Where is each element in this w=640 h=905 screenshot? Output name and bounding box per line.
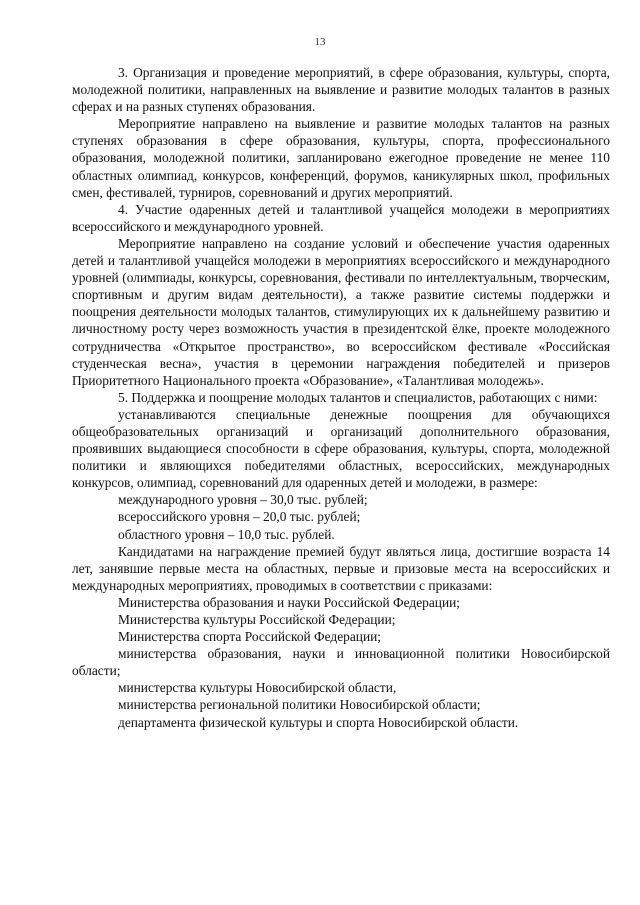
ministry-item: Министерства спорта Российской Федерации; <box>118 629 381 645</box>
paragraph-item-4-description: Мероприятие направлено на создание условий и обеспечение участия одаренных детей и талантливой учащейся молодежи в мероприятиях всероссийского и международного уровней (олимпиады, конкурсы, соревнования, фестивали по интеллектуальным, творческим, спортивным и другим видам деятельности), а также развитие системы поддержки и поощрения деятельности молодых талантов, стимулирующих их к дальнейшему развитию и личностному росту через возможность участия в президентской ёлке, проекте молодежного сотрудничества «Открытое пространство», во всероссийском фестивале «Российская студенческая весна», участия в церемонии награждения победителей и призеров Приоритетного Национального проекта «Образование», «Талантливая молодежь». <box>72 235 610 388</box>
ministry-item: департамента физической культуры и спорта Новосибирской области. <box>118 714 519 730</box>
award-level-regional: областного уровня – 10,0 тыс. рублей. <box>118 526 335 542</box>
paragraph-awards-intro: устанавливаются специальные денежные поощрения для обучающихся общеобразовательных организаций и организаций дополнительного образования, проявивших выдающиеся способности в сфере образования, культуры, спорта, молодежной политики и являющихся победителями областных, всероссийских, международных конкурсов, олимпиад, соревнований для одаренных детей и молодежи, в размере: <box>72 406 610 491</box>
ministry-item: министерства культуры Новосибирской области, <box>118 680 397 696</box>
paragraph-candidates: Кандидатами на награждение премией будут являться лица, достигшие возраста 14 лет, занявшие первые места на областных, первые и призовые места на всероссийских и международных мероприятиях, проводимых в соответствии с приказами: <box>72 543 610 593</box>
ministry-item: Министерства образования и науки Российской Федерации; <box>118 594 461 610</box>
ministry-item: Министерства культуры Российской Федерации; <box>118 612 396 627</box>
ministry-item: министерства образования, науки и инновационной политики Новосибирской области; <box>72 646 610 679</box>
document-body <box>72 64 610 731</box>
page-number: 13 <box>314 36 326 48</box>
paragraph-item-3-description: Мероприятие направлено на выявление и развитие молодых талантов на разных ступенях образования в сфере образования, культуры, спорта, профессионального образования, молодежной политики, запланировано ежегодное проведение не менее 110 областных олимпиад, конкурсов, конференций, форумов, каникулярных школ, профильных смен, фестивалей, турниров, соревнований и других мероприятий. <box>72 116 610 200</box>
award-level-international: международного уровня – 30,0 тыс. рублей; <box>118 492 368 508</box>
award-level-national: всероссийского уровня – 20,0 тыс. рублей; <box>118 509 361 525</box>
paragraph-item-3-heading: 3. Организация и проведение мероприятий, в сфере образования, культуры, спорта, молодежной политики, направленных на выявление и развитие молодых талантов в разных сферах и на разных ступенях образования. <box>72 65 610 115</box>
ministry-item: министерства региональной политики Новосибирской области; <box>118 697 481 713</box>
paragraph-item-4-heading: 4. Участие одаренных детей и талантливой учащейся молодежи в мероприятиях всероссийского и международного уровней. <box>72 201 610 234</box>
paragraph-item-5-heading: 5. Поддержка и поощрение молодых талантов и специалистов, работающих с ними: <box>118 389 598 405</box>
